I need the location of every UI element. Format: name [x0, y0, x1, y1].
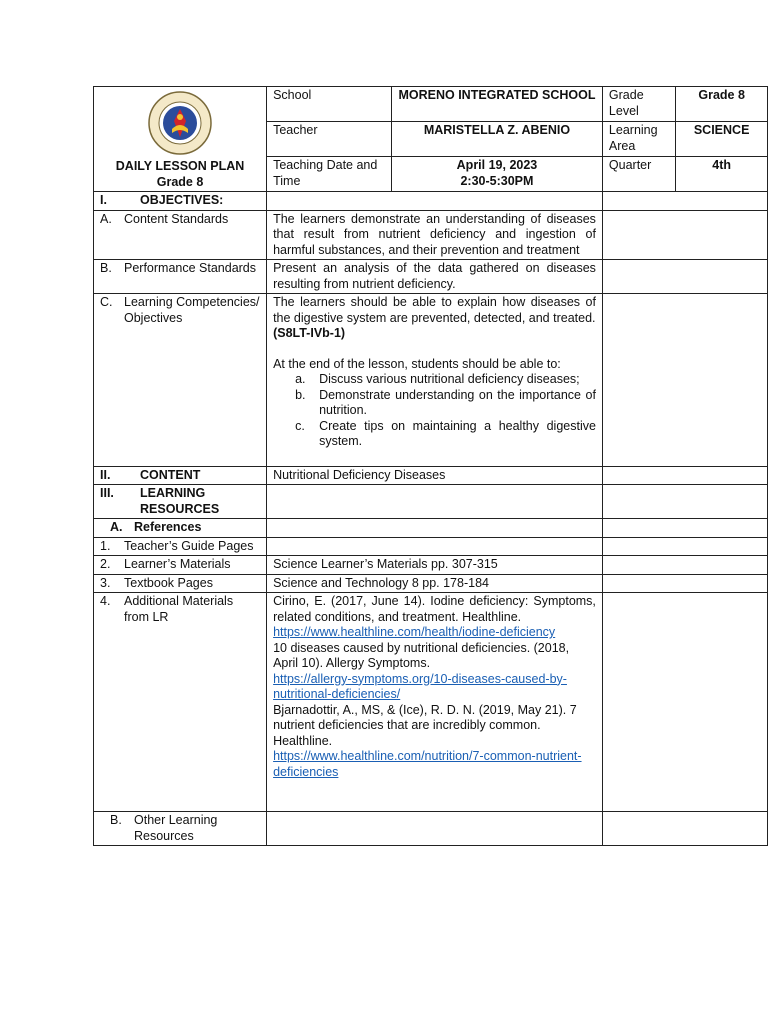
- objectives-num: I.: [100, 193, 107, 207]
- quarter-value: 4th: [676, 157, 768, 192]
- competencies-label-cell: [94, 294, 267, 467]
- performance-standards-label-cell: [94, 260, 267, 294]
- list-item: c. Create tips on maintaining a healthy digestive system.: [295, 418, 596, 448]
- reference-3-text: Bjarnadottir, A., MS, & (Ice), R. D. N. (2019, May 21). 7 nutrient deficiencies that are incredibly common. Healthline.: [273, 702, 577, 748]
- content-standards-num: A.: [100, 211, 112, 226]
- learners-materials-label-cell: [94, 556, 267, 575]
- teachers-guide-text: [267, 537, 603, 556]
- textbook-num: 3.: [100, 575, 111, 590]
- content-text: Nutritional Deficiency Diseases: [267, 466, 603, 485]
- content-heading: [94, 466, 267, 485]
- other-resources-num: B.: [110, 813, 122, 827]
- learning-area-value: SCIENCE: [676, 122, 768, 157]
- teachers-guide-num: 1.: [100, 538, 111, 553]
- quarter-label: Quarter: [602, 157, 675, 192]
- additional-materials-row: [94, 593, 768, 812]
- textbook-label: Textbook Pages: [124, 575, 213, 590]
- reference-1-text: Cirino, E. (2017, June 14). Iodine deficiency: Symptoms, related conditions, and treatment. Healthline.: [273, 594, 596, 624]
- time-value: 2:30-5:30PM: [460, 173, 534, 188]
- reference-2-text: 10 diseases caused by nutritional deficiencies. (2018, April 10). Allergy Symptoms.: [273, 640, 570, 670]
- performance-standards-num: B.: [100, 261, 112, 275]
- textbook-text: Science and Technology 8 pp. 178-184: [267, 574, 603, 593]
- other-resources-label: Other Learning Resources: [134, 813, 218, 843]
- plan-title-cell: [94, 87, 267, 192]
- performance-standards-text: Present an analysis of the data gathered on diseases resulting from nutrient deficiency.: [267, 260, 603, 294]
- teacher-value: MARISTELLA Z. ABENIO: [392, 122, 603, 157]
- resources-heading-row: [94, 485, 768, 519]
- grade-level-value: Grade 8: [676, 87, 768, 122]
- lesson-plan-sheet: [93, 86, 768, 846]
- content-standards-text: The learners demonstrate an understanding of diseases that result from nutrient deficiency and ingestion of harmful substances, and their prevention and treatment: [267, 210, 603, 260]
- reference-2-link[interactable]: https://allergy-symptoms.org/10-diseases-caused-by-nutritional-deficiencies/: [273, 671, 567, 701]
- references-row: [94, 519, 768, 538]
- content-label: CONTENT: [140, 467, 201, 482]
- competencies-text: The learners should be able to explain how diseases of the digestive system are prevented, detected, and treated.: [273, 295, 596, 325]
- competency-code: (S8LT-IVb-1): [273, 326, 346, 340]
- learning-area-label: Learning Area: [602, 122, 675, 157]
- learners-materials-num: 2.: [100, 557, 111, 571]
- content-num: II.: [100, 467, 111, 482]
- other-resources-label-cell: [94, 812, 267, 846]
- plan-grade: Grade 8: [156, 174, 204, 189]
- other-resources-row: [94, 812, 768, 846]
- objectives-label: OBJECTIVES:: [140, 193, 224, 207]
- objectives-heading: [94, 192, 267, 211]
- reference-3-link[interactable]: https://www.healthline.com/nutrition/7-common-nutrient-deficiencies: [273, 749, 582, 779]
- learners-materials-text: Science Learner’s Materials pp. 307-315: [267, 556, 603, 575]
- resources-num: III.: [100, 486, 114, 500]
- performance-standards-row: [94, 260, 768, 294]
- lesson-plan-table: [93, 86, 768, 846]
- objectives-list: [273, 372, 596, 450]
- content-row: [94, 466, 768, 485]
- learners-materials-label: Learner’s Materials: [124, 557, 231, 571]
- reference-1-link[interactable]: https://www.healthline.com/health/iodine-deficiency: [273, 625, 556, 639]
- objectives-heading-row: [94, 192, 768, 211]
- competencies-num: C.: [100, 295, 113, 309]
- resources-label: LEARNING RESOURCES: [140, 486, 220, 516]
- performance-standards-label: Performance Standards: [124, 261, 257, 275]
- textbook-row: [94, 574, 768, 593]
- grade-level-label: Grade Level: [602, 87, 675, 122]
- deped-seal-icon: [148, 91, 212, 155]
- plan-title: DAILY LESSON PLAN: [115, 159, 245, 173]
- list-item: a. Discuss various nutritional deficiency diseases;: [295, 372, 580, 386]
- school-value: MORENO INTEGRATED SCHOOL: [392, 87, 603, 122]
- additional-materials-label-cell: [94, 593, 267, 812]
- references-num: A.: [110, 520, 123, 534]
- content-standards-label-cell: [94, 210, 267, 260]
- date-value-cell: [392, 157, 603, 192]
- references-heading: [94, 519, 267, 538]
- textbook-label-cell: [94, 574, 267, 593]
- learners-materials-row: [94, 556, 768, 575]
- list-item: b. Demonstrate understanding on the importance of nutrition.: [295, 387, 596, 417]
- date-value: April 19, 2023: [456, 158, 538, 172]
- additional-materials-label: Additional Materials from LR: [124, 594, 234, 624]
- teachers-guide-label-cell: [94, 537, 267, 556]
- additional-materials-cell: [267, 593, 603, 812]
- header-row-school: [94, 87, 768, 122]
- references-label: References: [134, 520, 202, 534]
- date-label: Teaching Date and Time: [267, 157, 392, 192]
- teachers-guide-label: Teacher’s Guide Pages: [124, 538, 254, 553]
- competencies-intro: At the end of the lesson, students should be able to:: [273, 356, 561, 371]
- teacher-label: Teacher: [267, 122, 392, 157]
- school-label: School: [267, 87, 392, 122]
- teachers-guide-row: [94, 537, 768, 556]
- content-standards-label: Content Standards: [124, 211, 229, 226]
- resources-heading: [94, 485, 267, 519]
- competencies-cell: [267, 294, 603, 467]
- competencies-label: Learning Competencies/ Objectives: [124, 295, 260, 325]
- competencies-row: [94, 294, 768, 467]
- content-standards-row: [94, 210, 768, 260]
- additional-materials-num: 4.: [100, 594, 111, 608]
